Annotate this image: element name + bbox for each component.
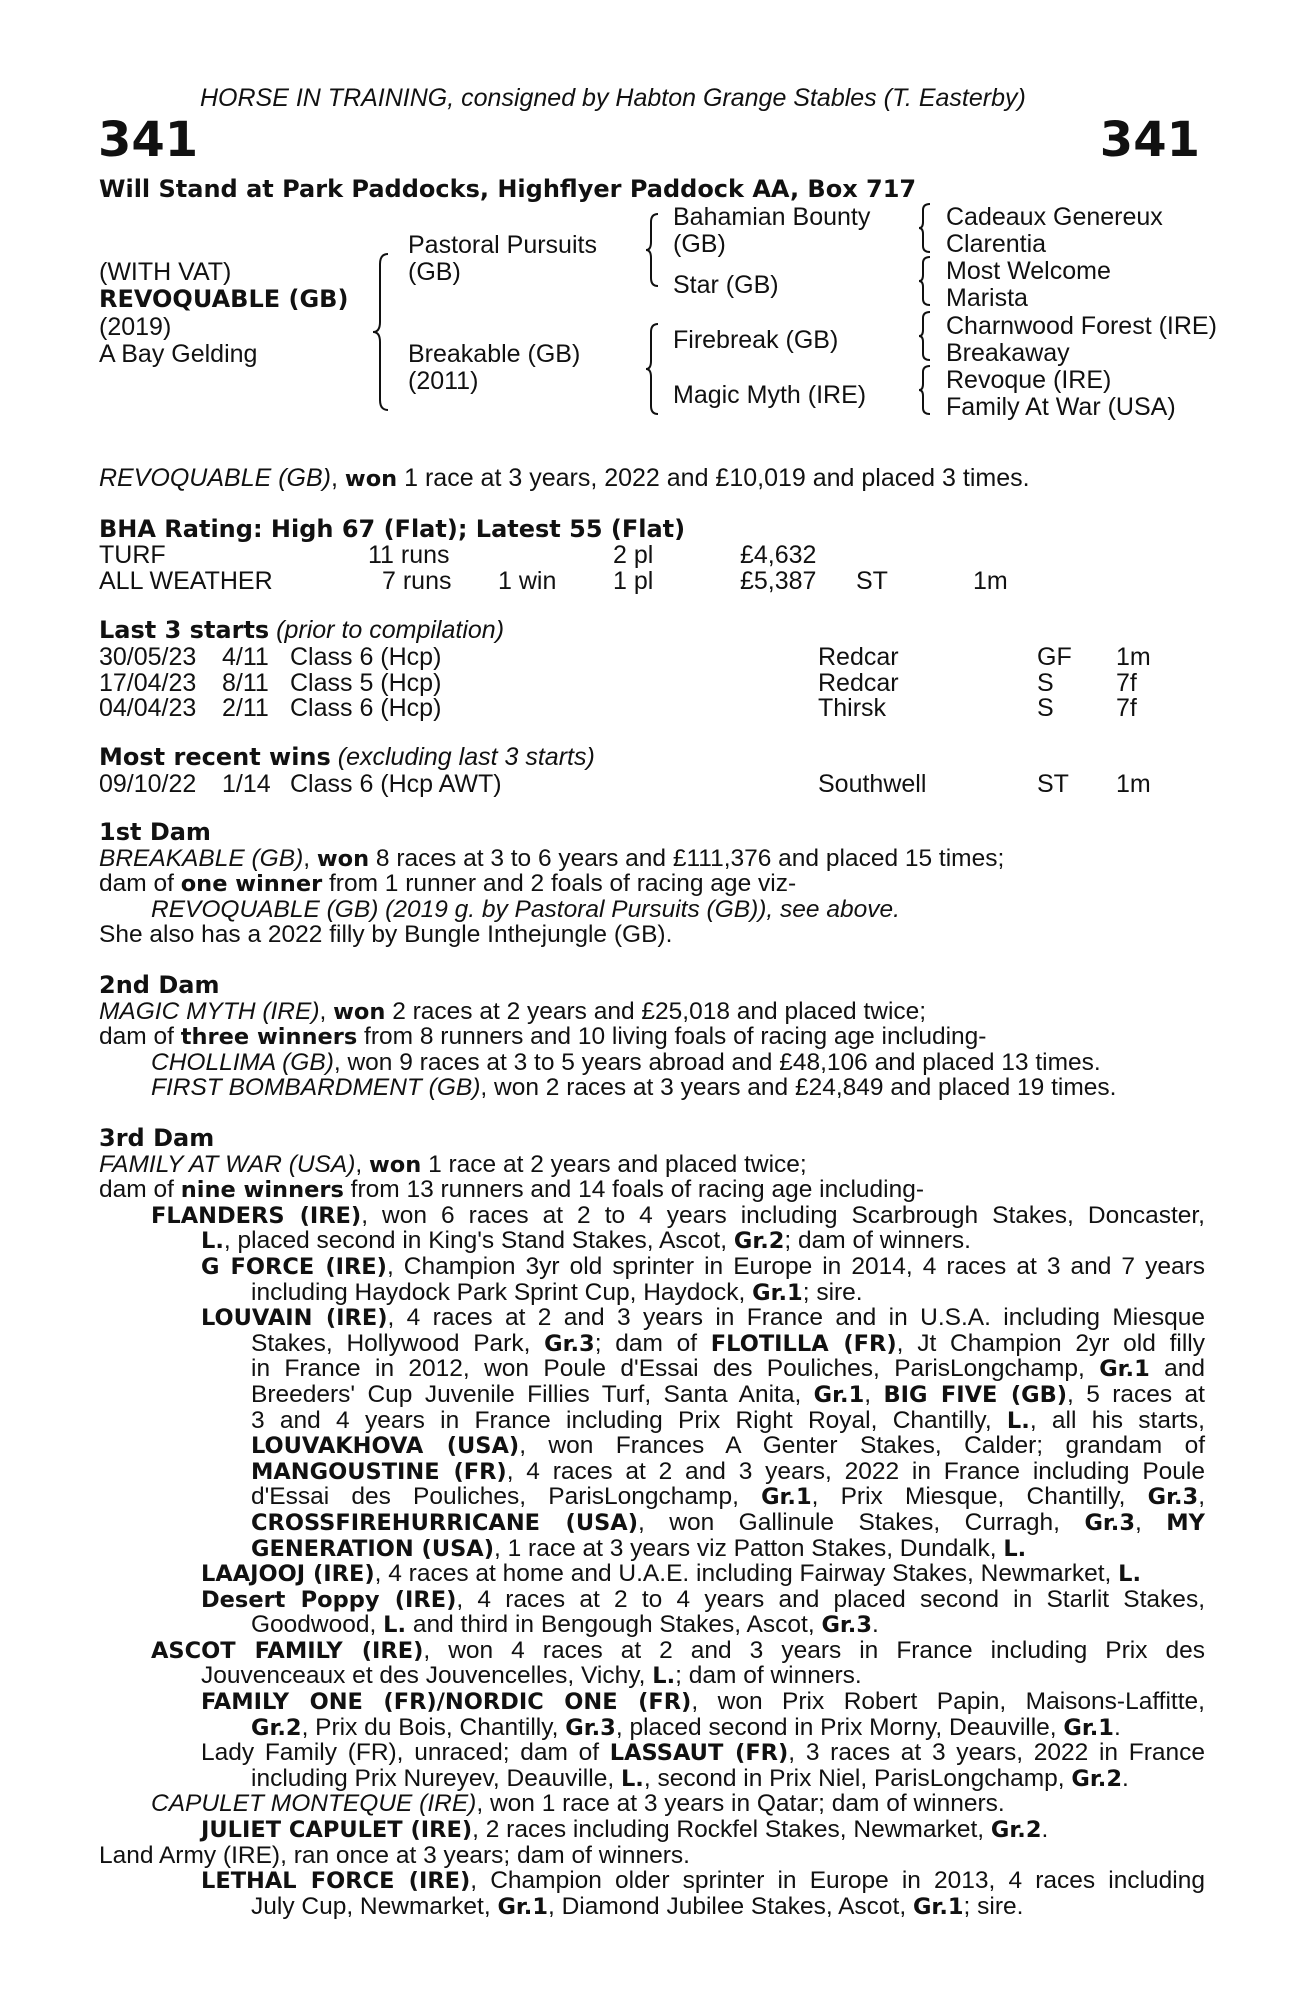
dam-name: Breakable (GB)	[408, 340, 581, 368]
dam-dam-name: Magic Myth (IRE)	[673, 381, 867, 409]
sire-sire-name: Bahamian Bounty	[673, 203, 871, 231]
win-distance: 1m	[1116, 770, 1151, 798]
start-going: S	[1037, 694, 1054, 722]
vat-status: (WITH VAT)	[99, 258, 232, 286]
stand-location: Will Stand at Park Paddocks, Highflyer Paddock AA, Box 717	[99, 175, 917, 203]
dam-sire-name: Firebreak (GB)	[673, 326, 839, 354]
ascot-family-entry: ASCOT FAMILY (IRE), won 4 races at 2 and 3 years in France including Prix des	[151, 1636, 1205, 1664]
start-position: 4/11	[222, 643, 269, 671]
third-dam-title: 3rd Dam	[99, 1124, 215, 1152]
consignment-line: HORSE IN TRAINING, consigned by Habton Grange Stables (T. Easterby)	[200, 84, 1026, 112]
start-distance: 7f	[1116, 669, 1137, 697]
rating-placed: 2 pl	[613, 541, 654, 569]
desert-poppy-entry: Desert Poppy (IRE), 4 races at 2 to 4 years and placed second in Starlit Stakes,	[201, 1585, 1205, 1613]
ggd-2: Marista	[946, 284, 1028, 312]
pedigree-brace-dd	[918, 364, 932, 416]
win-class: Class 6 (Hcp AWT)	[290, 770, 502, 798]
recent-wins-note: (excluding last 3 starts)	[337, 743, 595, 771]
ggd-4: Family At War (USA)	[946, 393, 1176, 421]
start-row	[0, 643, 1314, 671]
first-dam-name: BREAKABLE (GB)	[99, 844, 304, 872]
start-distance: 7f	[1116, 694, 1137, 722]
rating-row-all-weather	[0, 567, 1314, 595]
start-going: S	[1037, 669, 1054, 697]
sire-sire-country: (GB)	[673, 230, 726, 258]
recent-wins-heading	[99, 743, 595, 771]
start-position: 2/11	[222, 694, 269, 722]
win-position: 1/14	[222, 770, 271, 798]
start-course: Redcar	[818, 643, 899, 671]
lethal-force-entry: LETHAL FORCE (IRE), Champion older sprinter in Europe in 2013, 4 races including	[201, 1867, 1205, 1895]
race-summary: REVOQUABLE (GB), won 1 race at 3 years, 2022 and £10,019 and placed 3 times.	[99, 464, 1030, 492]
start-position: 8/11	[222, 669, 269, 697]
dam-year: (2011)	[408, 367, 479, 395]
horse-year: (2019)	[99, 313, 172, 341]
start-going: GF	[1037, 643, 1072, 671]
pedigree-brace-sd	[918, 255, 932, 307]
lot-number-left: 341	[98, 112, 199, 168]
ggd-1: Clarentia	[946, 230, 1047, 258]
start-class: Class 5 (Hcp)	[290, 669, 442, 697]
start-row	[0, 694, 1314, 722]
pedigree-brace-ds	[918, 310, 932, 362]
louvain-entry: LOUVAIN (IRE), 4 races at 2 and 3 years in France and in U.S.A. including Miesque	[201, 1304, 1205, 1332]
start-class: Class 6 (Hcp)	[290, 643, 442, 671]
start-distance: 1m	[1116, 643, 1151, 671]
second-dam-title: 2nd Dam	[99, 971, 220, 999]
summary-text: 1 race at 3 years, 2022 and £10,019 and placed 3 times.	[397, 464, 1030, 492]
ggs-3: Charnwood Forest (IRE)	[946, 312, 1217, 340]
recent-wins-title: Most recent wins	[99, 743, 331, 771]
flanders-entry: FLANDERS (IRE), won 6 races at 2 to 4 years including Scarbrough Stakes, Doncaster,	[151, 1201, 1205, 1229]
lot-number-right: 341	[1099, 112, 1200, 168]
sire-country: (GB)	[408, 258, 461, 286]
start-date: 04/04/23	[99, 694, 197, 722]
lady-family-entry: Lady Family (FR), unraced; dam of LASSAUT (FR), 3 races at 3 years, 2022 in France	[201, 1739, 1205, 1767]
horse-name: REVOQUABLE (GB)	[99, 285, 349, 313]
first-dam-title: 1st Dam	[99, 818, 211, 846]
laajooj-entry: LAAJOOJ (IRE), 4 races at home and U.A.E. including Fairway Stakes, Newmarket, L.	[201, 1560, 1142, 1588]
pedigree-brace-ss	[918, 202, 932, 254]
rating-runs: 7 runs	[382, 567, 452, 595]
family-one-entry: FAMILY ONE (FR)/NORDIC ONE (FR), won Prix Robert Papin, Maisons-Laffitte,	[201, 1688, 1205, 1716]
start-row	[0, 669, 1314, 697]
sire-dam-name: Star (GB)	[673, 271, 779, 299]
summary-horse-name: REVOQUABLE (GB)	[99, 464, 331, 492]
third-dam-section: 3rd Dam FAMILY AT WAR (USA), won 1 race at 2 years and placed twice; dam of nine winners from 13 runners and 14 foals of racing age including- FLANDERS (IRE), won 6 races at 2 to 4 years including Scarbrough Stakes, Doncaster, L., placed second in King's Stand Stakes, Ascot, Gr.2; dam of winners. G FORCE (IRE), Champion 3yr old sprinter in Europe in 2014, 4 races at 3 and 7 years including Haydock Park Sprint Cup, Haydock, Gr.1; sire. LOUVAIN (IRE), 4 races at 2 and 3 years in France and in U.S.A. including Miesque Stakes, Hollywood Park, Gr.3; dam of FLOTILLA (FR), Jt Champion 2yr old filly in France in 2012, won Poule d'Essai des Pouliches, ParisLongchamp, Gr.1 and Breeders' Cup Juvenile Fillies Turf, Santa Anita, Gr.1, BIG FIVE (GB), 5 races at 3 and 4 years in France including Prix Right Royal, Chantilly, L., all his starts, LOUVAKHOVA (USA), won Frances A Genter Stakes, Calder; grandam of MANGOUSTINE (FR), 4 races at 2 and 3 years, 2022 in France including Poule d'Essai des Pouliches, ParisLongchamp, Gr.1, Prix Miesque, Chantilly, Gr.3, CROSSFIREHURRICANE (USA), won Gallinule Stakes, Curragh, Gr.3, MY GENERATION (USA), 1 race at 3 years viz Patton Stakes, Dundalk, L. LAAJOOJ (IRE), 4 races at home and U.A.E. including Fairway Stakes, Newmarket, L. Desert Poppy (IRE), 4 races at 2 to 4 years and placed second in Starlit Stakes, Goodwood, L. and third in Bengough Stakes, Ascot, Gr.3. ASCOT FAMILY (IRE), won 4 races at 2 and 3 years in France including Prix des Jouvenceaux et des Jouvencelles, Vichy, L.; dam of winners. FAMILY ONE (FR)/NORDIC ONE (FR), won Prix Robert Papin, Maisons-Laffitte, Gr.2, Prix du Bois, Chantilly, Gr.3, placed second in Prix Morny, Deauville, Gr.1. Lady Family (FR), unraced; dam of LASSAUT (FR), 3 races at 3 years, 2022 in France including Prix Nureyev, Deauville, L., second in Prix Niel, ParisLongchamp, Gr.2. CAPULET MONTEQUE (IRE), won 1 race at 3 years in Qatar; dam of winners. JULIET CAPULET (IRE), 2 races including Rockfel Stakes, Newmarket, Gr.2. Land Army (IRE), ran once at 3 years; dam of winners. LETHAL FORCE (IRE), Champion older sprinter in Europe in 2013, 4 races including July Cup, Newmarket, Gr.1, Diamond Jubilee Stakes, Ascot, Gr.1; sire.	[99, 1124, 1206, 1920]
rating-prize: £5,387	[740, 567, 817, 595]
rating-wins: 1 win	[498, 567, 557, 595]
start-date: 30/05/23	[99, 643, 197, 671]
ggs-4: Revoque (IRE)	[946, 366, 1112, 394]
pedigree-brace-main	[372, 252, 392, 412]
ggs-1: Cadeaux Genereux	[946, 203, 1163, 231]
last-starts-heading	[99, 616, 504, 644]
horse-description: A Bay Gelding	[99, 340, 258, 368]
last-starts-title: Last 3 starts	[99, 616, 270, 644]
rating-distance: 1m	[973, 567, 1008, 595]
start-course: Thirsk	[818, 694, 887, 722]
rating-surface: ALL WEATHER	[99, 567, 273, 595]
win-row	[0, 770, 1314, 798]
juliet-entry: JULIET CAPULET (IRE), 2 races including Rockfel Stakes, Newmarket, Gr.2.	[201, 1816, 1049, 1844]
rating-going: ST	[856, 567, 888, 595]
sire-name: Pastoral Pursuits	[408, 231, 597, 259]
second-dam-name: MAGIC MYTH (IRE)	[99, 997, 320, 1025]
first-dam-produce: REVOQUABLE (GB) (2019 g. by Pastoral Pursuits (GB)), see above.	[151, 895, 900, 923]
second-dam-section: 2nd Dam MAGIC MYTH (IRE), won 2 races at 2 years and £25,018 and placed twice; dam of three winners from 8 runners and 10 living foals of racing age including- CHOLLIMA (GB), won 9 races at 3 to 5 years abroad and £48,106 and placed 13 times. FIRST BOMBARDMENT (GB), won 2 races at 3 years and £24,849 and placed 19 times.	[99, 973, 1199, 1101]
win-course: Southwell	[818, 770, 927, 798]
land-army-entry: Land Army (IRE), ran once at 3 years; dam of winners.	[99, 1841, 690, 1869]
start-course: Redcar	[818, 669, 899, 697]
first-dam-section: 1st Dam BREAKABLE (GB), won 8 races at 3 to 6 years and £111,376 and placed 15 times; dam of one winner from 1 runner and 2 foals of racing age viz- REVOQUABLE (GB) (2019 g. by Pastoral Pursuits (GB)), see above. She also has a 2022 filly by Bungle Inthejungle (GB).	[99, 820, 1199, 948]
pedigree-brace-sire	[645, 212, 661, 288]
start-date: 17/04/23	[99, 669, 197, 697]
third-dam-name: FAMILY AT WAR (USA)	[99, 1150, 356, 1178]
pedigree-brace-dam	[645, 322, 661, 416]
bha-rating-title: BHA Rating: High 67 (Flat); Latest 55 (Flat)	[99, 515, 686, 543]
win-date: 09/10/22	[99, 770, 197, 798]
gforce-entry: G FORCE (IRE), Champion 3yr old sprinter in Europe in 2014, 4 races at 3 and 7 years	[201, 1252, 1205, 1280]
ggd-3: Breakaway	[946, 339, 1070, 367]
start-class: Class 6 (Hcp)	[290, 694, 442, 722]
rating-row-turf	[0, 541, 1314, 569]
rating-runs: 11 runs	[368, 541, 450, 569]
rating-placed: 1 pl	[613, 567, 654, 595]
rating-prize: £4,632	[740, 541, 817, 569]
capulet-entry: CAPULET MONTEQUE (IRE), won 1 race at 3 years in Qatar; dam of winners.	[151, 1790, 1005, 1818]
rating-surface: TURF	[99, 541, 166, 569]
last-starts-note: (prior to compilation)	[276, 616, 505, 644]
win-going: ST	[1037, 770, 1069, 798]
ggs-2: Most Welcome	[946, 257, 1111, 285]
summary-won: won	[344, 466, 398, 492]
